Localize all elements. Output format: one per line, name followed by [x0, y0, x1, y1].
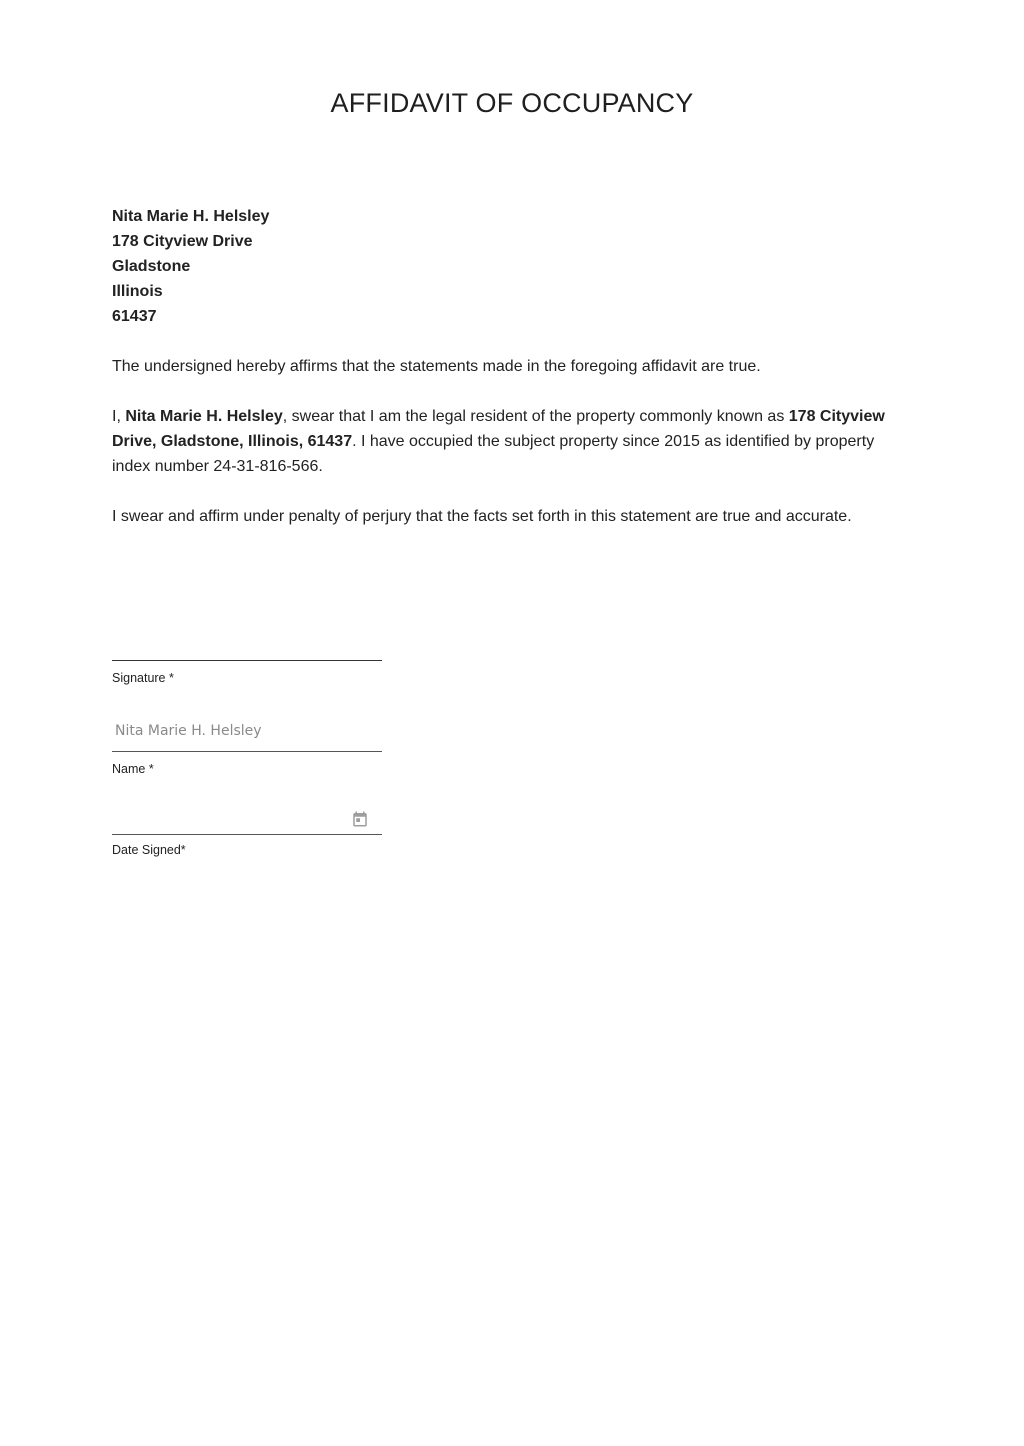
name-field-wrapper — [112, 716, 382, 752]
name-label: Name * — [112, 762, 154, 776]
affirmation-paragraph: The undersigned hereby affirms that the statements made in the foregoing affidavit are true. — [112, 358, 761, 375]
address-state: Illinois — [112, 283, 163, 300]
residency-name: Nita Marie H. Helsley — [125, 408, 283, 425]
residency-suffix: . I have occupied the subject property since 2015 as identified by property index number 24-31-816-566. — [112, 433, 875, 475]
signature-label: Signature * — [112, 671, 174, 685]
address-street: 178 Cityview Drive — [112, 233, 253, 250]
document-title: AFFIDAVIT OF OCCUPANCY — [330, 88, 694, 118]
address-city: Gladstone — [112, 258, 191, 275]
residency-property: 178 Cityview Drive, Gladstone, Illinois, 61437 — [112, 408, 885, 450]
residency-prefix: I, — [112, 408, 126, 425]
address-block — [112, 204, 912, 329]
name-input[interactable] — [112, 716, 375, 746]
signature-field[interactable] — [112, 608, 382, 661]
date-field-wrapper — [112, 800, 382, 835]
address-zip: 61437 — [112, 308, 157, 325]
residency-middle: , swear that I am the legal resident of the property commonly known as — [282, 408, 789, 425]
calendar-icon[interactable] — [351, 810, 369, 828]
document-body — [112, 204, 912, 529]
residency-paragraph — [112, 404, 912, 479]
date-input[interactable] — [112, 800, 346, 832]
perjury-paragraph: I swear and affirm under penalty of perjury that the facts set forth in this statement are true and accurate. — [112, 508, 852, 525]
address-name: Nita Marie H. Helsley — [112, 208, 270, 225]
date-label: Date Signed* — [112, 843, 186, 857]
